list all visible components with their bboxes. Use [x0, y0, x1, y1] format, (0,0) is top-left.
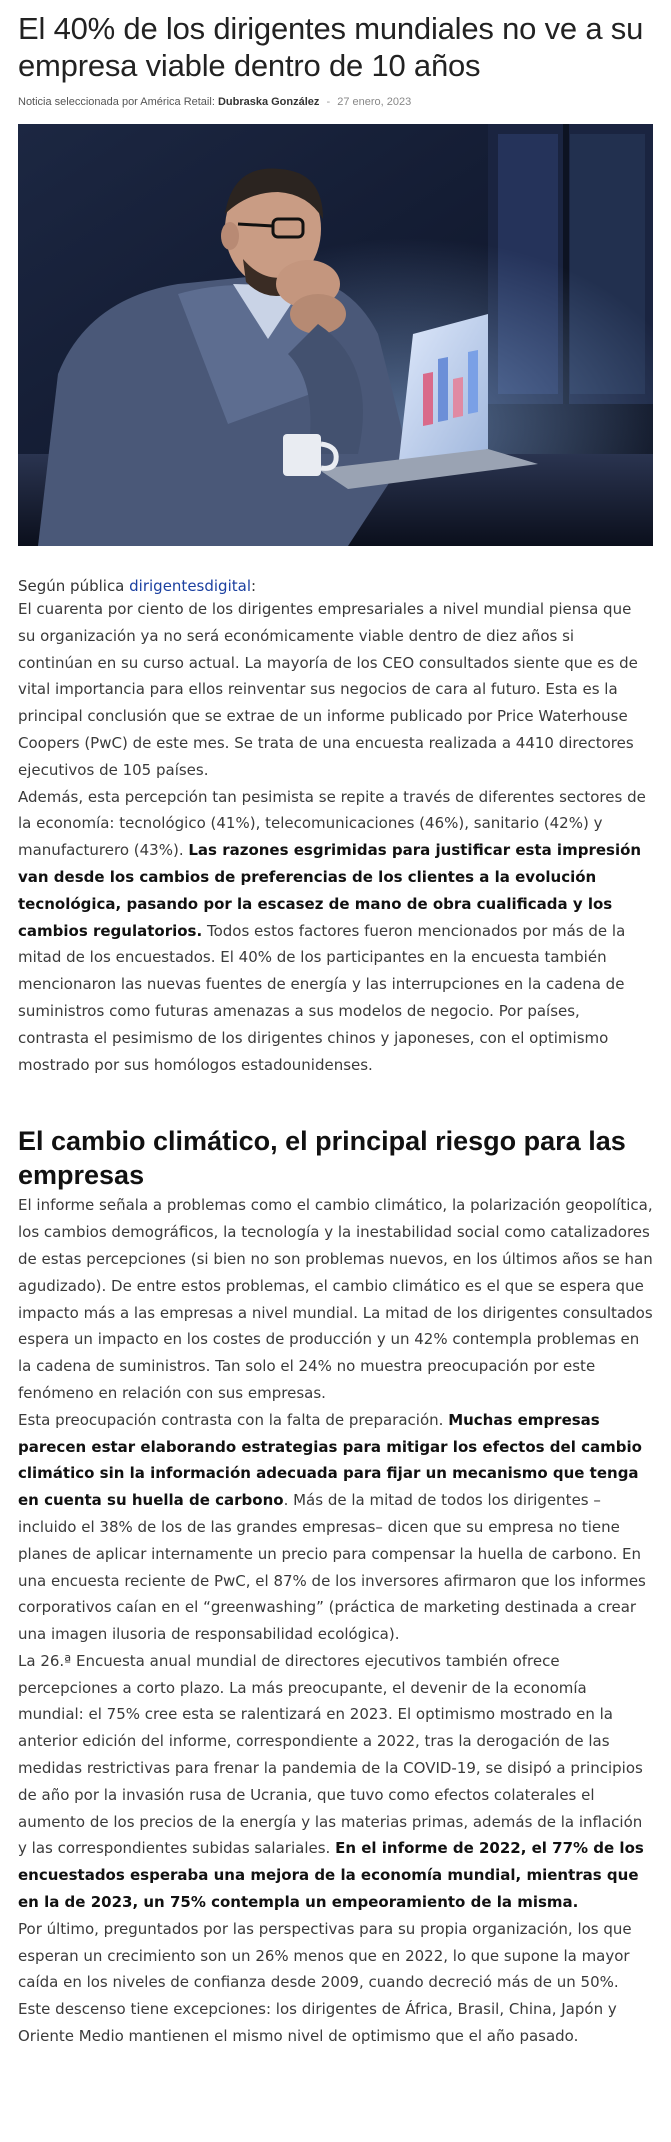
paragraph-4-text-b: . Más de la mitad de todos los dirigentes –incluido el 38% de los de las grandes empresas– dicen que su empresa no tiene planes de aplicar internamente un precio para compensar la huella de carbono. En una encuesta reciente de PwC, el 87% de los inversores afirmaron que los informes corporativos caían en el “greenwashing” (práctica de marketing destinada a crear una imagen ilusoria de responsabilidad ecológica). — [18, 1491, 646, 1644]
article — [0, 6, 671, 2050]
paragraph-5 — [18, 1648, 653, 1916]
source-prefix: Según pública — [18, 577, 130, 595]
paragraph-6: Por último, preguntados por las perspectivas para su propia organización, los que esperan un crecimiento son un 26% menos que en 2022, lo que supone la mayor caída en los niveles de confianza desde 2009, cuando decreció más de un 50%. Este descenso tiene excepciones: los dirigentes de África, Brasil, China, Japón y Oriente Medio mantienen el mismo nivel de optimismo que el año pasado. — [18, 1919, 632, 2046]
hero-image — [18, 124, 653, 546]
paragraph-4-text-a: Esta preocupación contrasta con la falta de preparación. — [18, 1410, 449, 1429]
hero-illustration — [18, 124, 653, 546]
paragraph-2-text-a: Además, esta percepción tan pesimista se repite a través de diferentes sectores de la economía: tecnológico (41%), telecomunicaciones (46%), sanitario (42%) y manufacturero (43%). — [18, 787, 646, 860]
paragraph-1: El cuarenta por ciento de los dirigentes empresariales a nivel mundial piensa que su organización ya no será económicamente viable dentro de diez años si continúan en su curso actual. La mayoría de los CEO consultados siente que es de vital importancia para ellos reinventar sus negocios de cara al futuro. Esta es la principal conclusión que se extrae de un informe publicado por Price Waterhouse Coopers (PwC) de este mes. Se trata de una encuesta realizada a 4410 directores ejecutivos de 105 países. — [18, 600, 638, 779]
paragraph-4-bold: Muchas empresas parecen estar elaborando estrategias para mitigar los efectos del cambio climático sin la información adecuada para fijar un mecanismo que tenga en cuenta su huella de carbono — [18, 1410, 642, 1510]
meta-prefix: Noticia seleccionada por América Retail: — [18, 96, 215, 108]
paragraph-5-bold: En el informe de 2022, el 77% de los encuestados esperaba una mejora de la economía mundial, mientras que en la de 2023, un 75% contempla un empeoramiento de la misma. — [18, 1839, 644, 1912]
source-link[interactable]: dirigentesdigital — [129, 577, 251, 595]
paragraph-3: El informe señala a problemas como el cambio climático, la polarización geopolítica, los cambios demográficos, la tecnología y la inestabilidad social como catalizadores de estas percepciones (si bien no son problemas nuevos, en los últimos años se han agudizado). De entre estos problemas, el cambio climático es el que se espera que impacto más a las empresas a nivel mundial. La mitad de los dirigentes consultados espera un impacto en los costes de producción y un 42% contempla problemas en la cadena de suministros. Tan solo el 24% no muestra preocupación por este fenómeno en relación con sus empresas. — [18, 1196, 653, 1402]
article-title: El 40% de los dirigentes mundiales no ve a su empresa viable dentro de 10 años — [18, 11, 644, 83]
source-line — [18, 576, 653, 596]
paragraph-2-bold: Las razones esgrimidas para justificar esta impresión van desde los cambios de preferencias de los clientes a la evolución tecnológica, pasando por la escasez de mano de obra cualificada y los cambios regulatorios. — [18, 841, 642, 940]
paragraph-2 — [18, 784, 653, 1079]
paragraph-5-text-a: La 26.ª Encuesta anual mundial de directores ejecutivos también ofrece percepciones a corto plazo. La más preocupante, el devenir de la economía mundial: el 75% cree esta se ralentizará en 2023. El optimismo mostrado en la anterior edición del informe, correspondiente a 2022, tras la derogación de las medidas restrictivas para frenar la pandemia de la COVID-19, se disipó a principios de año por la invasión rusa de Ucrania, que tuvo como efectos colaterales el aumento de los precios de la energía y las materias primas, además de la inflación y las correspondientes subidas salariales. — [18, 1651, 643, 1858]
article-page — [0, 6, 671, 2142]
source-suffix: : — [250, 577, 257, 595]
meta-separator: - — [326, 96, 331, 108]
publish-date: 27 enero, 2023 — [337, 96, 412, 108]
paragraph-4 — [18, 1407, 653, 1648]
article-meta — [18, 94, 653, 110]
author-link[interactable]: Dubraska González — [217, 96, 320, 108]
section-heading: El cambio climático, el principal riesgo para las empresas — [18, 1126, 626, 1191]
paragraph-2-text-b: Todos estos factores fueron mencionados por más de la mitad de los encuestados. El 40% de los participantes en la encuesta también mencionaron las nuevas fuentes de energía y las interrupciones en la cadena de suministros como futuras amenazas a sus modelos de negocio. Por países, contrasta el pesimismo de los dirigentes chinos y japoneses, con el optimismo mostrado por sus homólogos estadounidenses. — [18, 921, 626, 1074]
